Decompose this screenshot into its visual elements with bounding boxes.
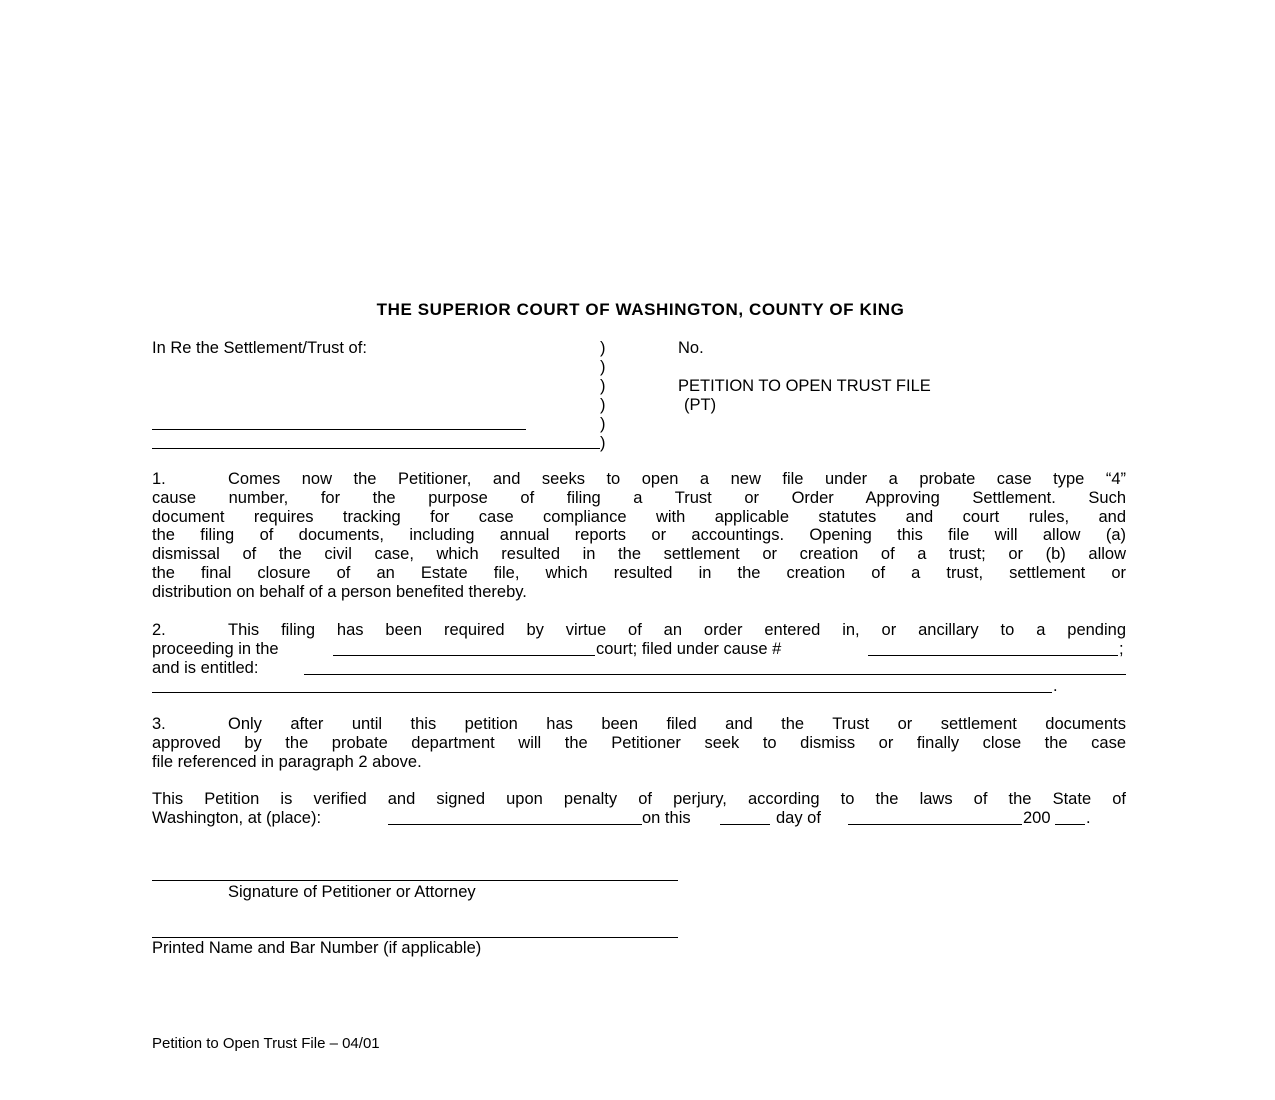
place-label: Washington, at (place): (152, 808, 322, 827)
semicolon: ; (1119, 639, 1124, 658)
entitled-blank-1[interactable] (304, 660, 1126, 675)
entitled-label: and is entitled: (152, 658, 259, 677)
paragraph-line: distribution on behalf of a person benefited thereby. (152, 582, 527, 601)
trust-name-blank-2[interactable] (152, 448, 600, 449)
year-prefix: 200 (1023, 808, 1051, 827)
period: . (1086, 808, 1091, 827)
caption-paren: ) (600, 358, 606, 376)
paragraph-line: approved by the probate department will the Petitioner seek to dismiss or finally close the case (152, 733, 1126, 752)
caption-paren: ) (600, 339, 606, 357)
paragraph-line: dismissal of the civil case, which resulted in the settlement or creation of a trust; or (b) allow (152, 545, 1126, 564)
court-title: THE SUPERIOR COURT OF WASHINGTON, COUNTY OF KING (376, 300, 905, 319)
day-blank[interactable] (720, 810, 770, 825)
court-cause-label: court; filed under cause # (596, 639, 782, 658)
on-this-label: on this (642, 808, 691, 827)
paragraph-2 (152, 621, 1126, 696)
paragraph-line: document requires tracking for case compliance with applicable statutes and court rules, and (152, 507, 1126, 526)
day-of-label: day of (776, 808, 821, 827)
page-footer: Petition to Open Trust File – 04/01 (152, 1035, 380, 1052)
paragraph-number: 2. (152, 621, 166, 639)
paragraph-line: Comes now the Petitioner, and seeks to open a new file under a probate case type “4” (228, 470, 1126, 488)
signature-line[interactable] (152, 880, 678, 881)
caption-paren: ) (600, 415, 606, 433)
paragraph-line: This filing has been required by virtue of an order entered in, or ancillary to a pending (228, 621, 1126, 639)
verification-paragraph (152, 790, 1126, 828)
printed-name-line[interactable] (152, 937, 678, 938)
case-number-label: No. (678, 339, 704, 357)
paragraph-number: 3. (152, 715, 166, 733)
petition-title: PETITION TO OPEN TRUST FILE (678, 377, 931, 395)
paragraph-line: file referenced in paragraph 2 above. (152, 752, 422, 771)
printed-name-label: Printed Name and Bar Number (if applicable) (152, 939, 482, 957)
paragraph-3 (152, 715, 1126, 771)
petition-code: (PT) (684, 396, 717, 414)
paragraph-number: 1. (152, 470, 166, 488)
proceeding-label: proceeding in the (152, 639, 279, 658)
month-blank[interactable] (848, 810, 1022, 825)
paragraph-line: the filing of documents, including annual reports or accountings. Opening this file will allow (a) (152, 526, 1126, 545)
verification-line: This Petition is verified and signed upon penalty of perjury, according to the laws of the State of (152, 790, 1126, 808)
paragraph-1 (152, 470, 1126, 602)
paragraph-line: Only after until this petition has been filed and the Trust or settlement documents (228, 715, 1126, 733)
trust-name-blank-1[interactable] (152, 429, 526, 430)
in-re-label: In Re the Settlement/Trust of: (152, 339, 367, 357)
year-blank[interactable] (1055, 810, 1085, 825)
paragraph-line: the final closure of an Estate file, which resulted in the creation of a trust, settlement or (152, 563, 1126, 582)
caption-paren: ) (600, 396, 606, 414)
paragraph-line: cause number, for the purpose of filing a Trust or Order Approving Settlement. Such (152, 488, 1126, 507)
place-blank[interactable] (388, 810, 642, 825)
period: . (1053, 677, 1058, 696)
court-name-blank[interactable] (333, 641, 595, 656)
signature-label: Signature of Petitioner or Attorney (228, 883, 476, 901)
cause-number-blank[interactable] (868, 641, 1118, 656)
caption-paren: ) (600, 434, 606, 452)
caption-paren: ) (600, 377, 606, 395)
entitled-blank-2[interactable] (152, 678, 1052, 693)
